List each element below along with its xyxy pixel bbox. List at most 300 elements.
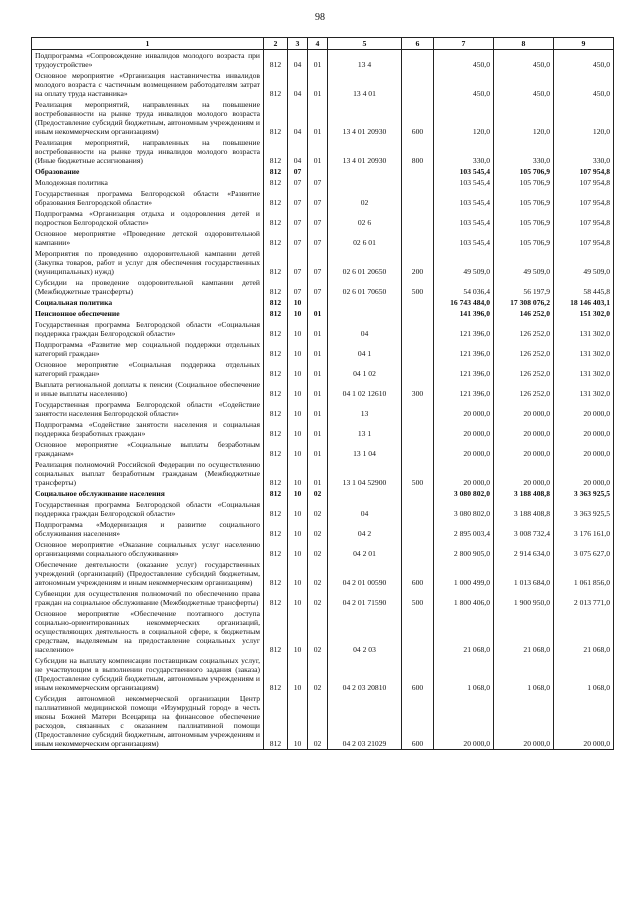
- row-section-cell: 10: [288, 439, 308, 459]
- row-expense-type-cell: [402, 399, 434, 419]
- row-name-cell: Основное мероприятие «Социальные выплаты безработным гражданам»: [32, 439, 264, 459]
- row-section-cell: 10: [288, 488, 308, 499]
- row-amount-year1-cell: 1 000 499,0: [434, 559, 494, 588]
- row-expense-type-cell: 500: [402, 459, 434, 488]
- row-name-cell: Социальное обслуживание населения: [32, 488, 264, 499]
- row-section-cell: 04: [288, 70, 308, 99]
- row-name-cell: Основное мероприятие «Социальная поддержка отдельных категорий граждан»: [32, 359, 264, 379]
- table-row: [32, 559, 614, 588]
- row-subsection-cell: 01: [308, 137, 328, 166]
- row-amount-year1-cell: 103 545,4: [434, 188, 494, 208]
- row-admin-code-cell: 812: [264, 99, 288, 137]
- row-subsection-cell: 01: [308, 319, 328, 339]
- row-amount-year1-cell: 3 080 802,0: [434, 499, 494, 519]
- row-subsection-cell: 01: [308, 99, 328, 137]
- row-amount-year1-cell: 2 800 905,0: [434, 539, 494, 559]
- row-amount-year3-cell: 330,0: [554, 137, 614, 166]
- row-admin-code-cell: 812: [264, 339, 288, 359]
- row-expense-type-cell: [402, 499, 434, 519]
- row-admin-code-cell: 812: [264, 499, 288, 519]
- table-row: [32, 308, 614, 319]
- row-name-cell: Подпрограмма «Организация отдыха и оздоровления детей и подростков Белгородской области»: [32, 208, 264, 228]
- table-row: [32, 319, 614, 339]
- row-amount-year3-cell: 2 013 771,0: [554, 588, 614, 608]
- row-amount-year1-cell: 21 068,0: [434, 608, 494, 655]
- row-section-cell: 10: [288, 297, 308, 308]
- row-amount-year1-cell: 330,0: [434, 137, 494, 166]
- row-section-cell: 10: [288, 308, 308, 319]
- row-amount-year2-cell: 20 000,0: [494, 439, 554, 459]
- column-header-4: 4: [308, 38, 328, 50]
- row-amount-year3-cell: 1 068,0: [554, 655, 614, 693]
- row-expense-type-cell: [402, 608, 434, 655]
- column-header-7: 7: [434, 38, 494, 50]
- row-target-article-cell: [328, 166, 402, 177]
- table-row: [32, 439, 614, 459]
- row-amount-year2-cell: 3 188 408,8: [494, 488, 554, 499]
- row-target-article-cell: 02 6 01 20650: [328, 248, 402, 277]
- row-name-cell: Государственная программа Белгородской области «Развитие образования Белгородской области»: [32, 188, 264, 208]
- row-admin-code-cell: 812: [264, 459, 288, 488]
- row-amount-year3-cell: 20 000,0: [554, 439, 614, 459]
- row-target-article-cell: 04 2 03: [328, 608, 402, 655]
- row-target-article-cell: [328, 177, 402, 188]
- row-amount-year2-cell: 56 197,9: [494, 277, 554, 297]
- row-target-article-cell: 13: [328, 399, 402, 419]
- row-expense-type-cell: [402, 339, 434, 359]
- row-amount-year2-cell: 126 252,0: [494, 359, 554, 379]
- page-number: 98: [315, 12, 325, 23]
- row-expense-type-cell: 600: [402, 559, 434, 588]
- row-amount-year1-cell: 20 000,0: [434, 419, 494, 439]
- row-subsection-cell: 02: [308, 539, 328, 559]
- row-amount-year3-cell: 151 302,0: [554, 308, 614, 319]
- row-amount-year1-cell: 103 545,4: [434, 166, 494, 177]
- row-target-article-cell: 02 6 01: [328, 228, 402, 248]
- row-amount-year2-cell: 330,0: [494, 137, 554, 166]
- row-admin-code-cell: 812: [264, 439, 288, 459]
- row-name-cell: Государственная программа Белгородской области «Содействие занятости населения Белгородской области»: [32, 399, 264, 419]
- row-amount-year2-cell: 49 509,0: [494, 248, 554, 277]
- row-amount-year1-cell: 20 000,0: [434, 439, 494, 459]
- row-target-article-cell: 02 6 01 70650: [328, 277, 402, 297]
- row-amount-year2-cell: 450,0: [494, 70, 554, 99]
- row-subsection-cell: 02: [308, 655, 328, 693]
- row-subsection-cell: 01: [308, 419, 328, 439]
- table-row: [32, 248, 614, 277]
- row-expense-type-cell: 500: [402, 588, 434, 608]
- row-name-cell: Субсидии на проведение оздоровительной кампании детей (Межбюджетные трансферты): [32, 277, 264, 297]
- row-admin-code-cell: 812: [264, 70, 288, 99]
- row-amount-year2-cell: 3 008 732,4: [494, 519, 554, 539]
- header-row: [32, 38, 614, 50]
- row-admin-code-cell: 812: [264, 655, 288, 693]
- row-target-article-cell: 02 6: [328, 208, 402, 228]
- row-admin-code-cell: 812: [264, 693, 288, 750]
- row-name-cell: Субвенции для осуществления полномочий по обеспечению права граждан на социальное обслуживание (Межбюджетные трансферты): [32, 588, 264, 608]
- row-name-cell: Субсидии на выплату компенсации поставщикам социальных услуг, не участвующим в выполнении государственного задания (заказа) (Предоставление субсидий бюджетным, автономным учреждениям и иным некоммерческим организациям): [32, 655, 264, 693]
- row-expense-type-cell: [402, 70, 434, 99]
- row-amount-year1-cell: 1 068,0: [434, 655, 494, 693]
- row-amount-year3-cell: 20 000,0: [554, 693, 614, 750]
- row-target-article-cell: 13 4 01 20930: [328, 99, 402, 137]
- row-target-article-cell: [328, 297, 402, 308]
- row-admin-code-cell: 812: [264, 208, 288, 228]
- row-amount-year3-cell: 120,0: [554, 99, 614, 137]
- row-amount-year1-cell: 103 545,4: [434, 228, 494, 248]
- row-amount-year2-cell: 1 068,0: [494, 655, 554, 693]
- row-subsection-cell: 01: [308, 459, 328, 488]
- row-section-cell: 07: [288, 248, 308, 277]
- row-name-cell: Пенсионное обеспечение: [32, 308, 264, 319]
- table-row: [32, 488, 614, 499]
- table-row: [32, 277, 614, 297]
- row-amount-year1-cell: 450,0: [434, 70, 494, 99]
- table-row: [32, 499, 614, 519]
- row-admin-code-cell: 812: [264, 228, 288, 248]
- row-target-article-cell: 13 4 01: [328, 70, 402, 99]
- row-amount-year2-cell: 20 000,0: [494, 419, 554, 439]
- row-admin-code-cell: 812: [264, 308, 288, 319]
- row-amount-year2-cell: 1 900 950,0: [494, 588, 554, 608]
- row-subsection-cell: 02: [308, 588, 328, 608]
- row-section-cell: 10: [288, 339, 308, 359]
- row-admin-code-cell: 812: [264, 188, 288, 208]
- row-section-cell: 10: [288, 519, 308, 539]
- row-amount-year3-cell: 18 146 403,1: [554, 297, 614, 308]
- column-header-8: 8: [494, 38, 554, 50]
- row-amount-year1-cell: 20 000,0: [434, 693, 494, 750]
- row-amount-year2-cell: 20 000,0: [494, 399, 554, 419]
- table-row: [32, 228, 614, 248]
- row-amount-year2-cell: 2 914 634,0: [494, 539, 554, 559]
- row-name-cell: Реализация мероприятий, направленных на повышение востребованности на рынке труда инвалидов молодого возраста (Предоставление субсидий бюджетным, автономным учреждениям и иным некоммерческим организациям): [32, 99, 264, 137]
- row-subsection-cell: [308, 166, 328, 177]
- row-name-cell: Образование: [32, 166, 264, 177]
- table-row: [32, 188, 614, 208]
- row-expense-type-cell: [402, 228, 434, 248]
- row-amount-year1-cell: 103 545,4: [434, 177, 494, 188]
- row-amount-year1-cell: 3 080 802,0: [434, 488, 494, 499]
- table-row: [32, 208, 614, 228]
- row-target-article-cell: 04 1 02 12610: [328, 379, 402, 399]
- row-amount-year3-cell: 3 363 925,5: [554, 499, 614, 519]
- row-amount-year3-cell: 131 302,0: [554, 359, 614, 379]
- row-expense-type-cell: [402, 208, 434, 228]
- row-subsection-cell: 02: [308, 693, 328, 750]
- row-target-article-cell: 04 1: [328, 339, 402, 359]
- table-row: [32, 177, 614, 188]
- table-row: [32, 588, 614, 608]
- row-amount-year3-cell: 20 000,0: [554, 459, 614, 488]
- row-expense-type-cell: [402, 439, 434, 459]
- table-row: [32, 459, 614, 488]
- row-section-cell: 10: [288, 693, 308, 750]
- row-amount-year2-cell: 146 252,0: [494, 308, 554, 319]
- row-amount-year1-cell: 54 036,4: [434, 277, 494, 297]
- row-section-cell: 10: [288, 588, 308, 608]
- row-expense-type-cell: 200: [402, 248, 434, 277]
- row-admin-code-cell: 812: [264, 177, 288, 188]
- row-section-cell: 07: [288, 208, 308, 228]
- row-amount-year3-cell: 20 000,0: [554, 399, 614, 419]
- row-expense-type-cell: [402, 297, 434, 308]
- row-amount-year3-cell: 3 176 161,0: [554, 519, 614, 539]
- table-row: [32, 70, 614, 99]
- row-amount-year3-cell: 3 075 627,0: [554, 539, 614, 559]
- column-header-1: 1: [32, 38, 264, 50]
- row-target-article-cell: 13 4 01 20930: [328, 137, 402, 166]
- row-amount-year3-cell: 107 954,8: [554, 228, 614, 248]
- row-amount-year1-cell: 121 396,0: [434, 339, 494, 359]
- row-expense-type-cell: 800: [402, 137, 434, 166]
- row-subsection-cell: 02: [308, 559, 328, 588]
- row-target-article-cell: 04 2 03 20810: [328, 655, 402, 693]
- row-target-article-cell: 04 1 02: [328, 359, 402, 379]
- row-target-article-cell: 04: [328, 499, 402, 519]
- row-section-cell: 07: [288, 277, 308, 297]
- row-name-cell: Обеспечение деятельности (оказание услуг) государственных учреждений (организаций) (Предоставление субсидий бюджетным, автономным учреждениям и иным некоммерческим организациям): [32, 559, 264, 588]
- row-admin-code-cell: 812: [264, 419, 288, 439]
- row-expense-type-cell: [402, 419, 434, 439]
- row-name-cell: Субсидия автономной некоммерческой организации Центр паллиативной медицинской помощи «Изумрудный город» в честь иконы Божией Матери Всецарица на финансовое обеспечение расходов, связанных с оказанием паллиативной помощи (Предоставление субсидий бюджетным, автономным учреждениям и иным некоммерческим организациям): [32, 693, 264, 750]
- row-target-article-cell: 04 2 03 21029: [328, 693, 402, 750]
- row-section-cell: 10: [288, 379, 308, 399]
- row-amount-year3-cell: 131 302,0: [554, 379, 614, 399]
- row-expense-type-cell: [402, 319, 434, 339]
- row-amount-year1-cell: 121 396,0: [434, 379, 494, 399]
- row-admin-code-cell: 812: [264, 539, 288, 559]
- row-amount-year3-cell: 49 509,0: [554, 248, 614, 277]
- row-section-cell: 07: [288, 228, 308, 248]
- table-body: [32, 50, 614, 750]
- row-amount-year2-cell: 450,0: [494, 50, 554, 71]
- row-expense-type-cell: [402, 166, 434, 177]
- row-target-article-cell: 13 1 04: [328, 439, 402, 459]
- column-header-5: 5: [328, 38, 402, 50]
- row-amount-year2-cell: 1 013 684,0: [494, 559, 554, 588]
- row-section-cell: 07: [288, 177, 308, 188]
- row-admin-code-cell: 812: [264, 137, 288, 166]
- row-admin-code-cell: 812: [264, 559, 288, 588]
- row-amount-year2-cell: 126 252,0: [494, 339, 554, 359]
- table-row: [32, 137, 614, 166]
- row-name-cell: Государственная программа Белгородской области «Социальная поддержка граждан Белгородской области»: [32, 319, 264, 339]
- row-section-cell: 04: [288, 137, 308, 166]
- row-amount-year3-cell: 107 954,8: [554, 208, 614, 228]
- row-expense-type-cell: 600: [402, 655, 434, 693]
- column-header-2: 2: [264, 38, 288, 50]
- row-subsection-cell: 01: [308, 399, 328, 419]
- row-target-article-cell: 04: [328, 319, 402, 339]
- row-section-cell: 10: [288, 655, 308, 693]
- row-amount-year1-cell: 20 000,0: [434, 459, 494, 488]
- row-section-cell: 10: [288, 419, 308, 439]
- row-admin-code-cell: 812: [264, 608, 288, 655]
- row-name-cell: Реализация мероприятий, направленных на повышение востребованности на рынке труда инвалидов молодого возраста (Иные бюджетные ассигнования): [32, 137, 264, 166]
- row-subsection-cell: 02: [308, 488, 328, 499]
- row-name-cell: Мероприятия по проведению оздоровительной кампании детей (Закупка товаров, работ и услуг для обеспечения государственных (муниципальных) нужд): [32, 248, 264, 277]
- row-section-cell: 10: [288, 608, 308, 655]
- row-subsection-cell: 01: [308, 339, 328, 359]
- row-expense-type-cell: [402, 308, 434, 319]
- row-amount-year2-cell: 105 706,9: [494, 166, 554, 177]
- row-amount-year1-cell: 49 509,0: [434, 248, 494, 277]
- row-target-article-cell: [328, 308, 402, 319]
- row-expense-type-cell: 500: [402, 277, 434, 297]
- row-expense-type-cell: 600: [402, 693, 434, 750]
- row-subsection-cell: 07: [308, 228, 328, 248]
- row-amount-year2-cell: 20 000,0: [494, 693, 554, 750]
- row-target-article-cell: 13 1: [328, 419, 402, 439]
- row-amount-year2-cell: 120,0: [494, 99, 554, 137]
- row-expense-type-cell: 600: [402, 99, 434, 137]
- row-amount-year3-cell: 450,0: [554, 50, 614, 71]
- row-target-article-cell: 13 1 04 52900: [328, 459, 402, 488]
- row-section-cell: 10: [288, 399, 308, 419]
- row-amount-year3-cell: 58 445,8: [554, 277, 614, 297]
- row-target-article-cell: 04 2: [328, 519, 402, 539]
- row-admin-code-cell: 812: [264, 359, 288, 379]
- row-subsection-cell: 01: [308, 379, 328, 399]
- row-admin-code-cell: 812: [264, 50, 288, 71]
- column-header-6: 6: [402, 38, 434, 50]
- row-name-cell: Выплата региональной доплаты к пенсии (Социальное обеспечение и иные выплаты населению): [32, 379, 264, 399]
- row-admin-code-cell: 812: [264, 519, 288, 539]
- row-amount-year3-cell: 21 068,0: [554, 608, 614, 655]
- table-row: [32, 539, 614, 559]
- row-subsection-cell: 07: [308, 208, 328, 228]
- row-amount-year1-cell: 121 396,0: [434, 319, 494, 339]
- row-amount-year3-cell: 131 302,0: [554, 319, 614, 339]
- row-amount-year1-cell: 20 000,0: [434, 399, 494, 419]
- row-name-cell: Государственная программа Белгородской области «Социальная поддержка граждан Белгородской области»: [32, 499, 264, 519]
- row-amount-year1-cell: 141 396,0: [434, 308, 494, 319]
- row-admin-code-cell: 812: [264, 399, 288, 419]
- row-name-cell: Подпрограмма «Модернизация и развитие социального обслуживания населения»: [32, 519, 264, 539]
- row-name-cell: Основное мероприятие «Организация наставничества инвалидов молодого возраста с частичным возмещением работодателям затрат на оплату труда наставника»: [32, 70, 264, 99]
- row-name-cell: Молодежная политика: [32, 177, 264, 188]
- table-row: [32, 419, 614, 439]
- row-amount-year2-cell: 126 252,0: [494, 379, 554, 399]
- table-header: [32, 38, 614, 50]
- row-subsection-cell: 01: [308, 70, 328, 99]
- row-amount-year1-cell: 121 396,0: [434, 359, 494, 379]
- row-admin-code-cell: 812: [264, 379, 288, 399]
- row-amount-year2-cell: 20 000,0: [494, 459, 554, 488]
- row-name-cell: Основное мероприятие «Оказание социальных услуг населению организациями социального обслуживания»: [32, 539, 264, 559]
- row-subsection-cell: 01: [308, 439, 328, 459]
- table-row: [32, 519, 614, 539]
- row-admin-code-cell: 812: [264, 248, 288, 277]
- column-header-9: 9: [554, 38, 614, 50]
- row-amount-year1-cell: 16 743 484,0: [434, 297, 494, 308]
- row-expense-type-cell: [402, 539, 434, 559]
- row-amount-year2-cell: 3 188 408,8: [494, 499, 554, 519]
- table-row: [32, 359, 614, 379]
- row-subsection-cell: 07: [308, 188, 328, 208]
- row-section-cell: 07: [288, 166, 308, 177]
- row-section-cell: 10: [288, 459, 308, 488]
- row-name-cell: Подпрограмма «Сопровождение инвалидов молодого возраста при трудоустройстве»: [32, 50, 264, 71]
- row-section-cell: 04: [288, 50, 308, 71]
- row-amount-year3-cell: 3 363 925,5: [554, 488, 614, 499]
- row-section-cell: 10: [288, 539, 308, 559]
- row-section-cell: 07: [288, 188, 308, 208]
- row-amount-year1-cell: 2 895 003,4: [434, 519, 494, 539]
- row-amount-year1-cell: 450,0: [434, 50, 494, 71]
- row-subsection-cell: 01: [308, 50, 328, 71]
- row-target-article-cell: 04 2 01 71590: [328, 588, 402, 608]
- row-subsection-cell: 07: [308, 177, 328, 188]
- row-subsection-cell: 02: [308, 519, 328, 539]
- row-amount-year2-cell: 17 308 076,2: [494, 297, 554, 308]
- row-section-cell: 10: [288, 559, 308, 588]
- row-amount-year2-cell: 105 706,9: [494, 177, 554, 188]
- row-section-cell: 10: [288, 499, 308, 519]
- row-name-cell: Социальная политика: [32, 297, 264, 308]
- row-expense-type-cell: [402, 177, 434, 188]
- row-amount-year3-cell: 107 954,8: [554, 188, 614, 208]
- row-amount-year2-cell: 105 706,9: [494, 228, 554, 248]
- row-amount-year1-cell: 120,0: [434, 99, 494, 137]
- row-section-cell: 10: [288, 359, 308, 379]
- row-admin-code-cell: 812: [264, 488, 288, 499]
- row-amount-year3-cell: 450,0: [554, 70, 614, 99]
- row-subsection-cell: 01: [308, 308, 328, 319]
- row-admin-code-cell: 812: [264, 277, 288, 297]
- column-header-3: 3: [288, 38, 308, 50]
- row-expense-type-cell: 300: [402, 379, 434, 399]
- row-expense-type-cell: [402, 50, 434, 71]
- row-target-article-cell: 04 2 01: [328, 539, 402, 559]
- row-amount-year1-cell: 1 800 406,0: [434, 588, 494, 608]
- table-row: [32, 99, 614, 137]
- row-section-cell: 10: [288, 319, 308, 339]
- row-subsection-cell: [308, 297, 328, 308]
- row-admin-code-cell: 812: [264, 166, 288, 177]
- row-name-cell: Подпрограмма «Развитие мер социальной поддержки отдельных категорий граждан»: [32, 339, 264, 359]
- row-subsection-cell: 02: [308, 499, 328, 519]
- row-amount-year2-cell: 105 706,9: [494, 208, 554, 228]
- row-amount-year3-cell: 131 302,0: [554, 339, 614, 359]
- row-amount-year2-cell: 105 706,9: [494, 188, 554, 208]
- row-amount-year3-cell: 107 954,8: [554, 166, 614, 177]
- row-subsection-cell: 07: [308, 248, 328, 277]
- row-expense-type-cell: [402, 188, 434, 208]
- row-expense-type-cell: [402, 519, 434, 539]
- row-subsection-cell: 02: [308, 608, 328, 655]
- row-name-cell: Основное мероприятие «Обеспечение поэтапного доступа социально-ориентированных некоммерческих организаций, осуществляющих деятельность в социальной сфере, к бюджетным средствам, выделяемым на предоставление социальных услуг населению»: [32, 608, 264, 655]
- table-row: [32, 339, 614, 359]
- table-row: [32, 693, 614, 750]
- row-target-article-cell: [328, 488, 402, 499]
- row-subsection-cell: 07: [308, 277, 328, 297]
- table-row: [32, 608, 614, 655]
- row-admin-code-cell: 812: [264, 588, 288, 608]
- table-row: [32, 379, 614, 399]
- row-section-cell: 04: [288, 99, 308, 137]
- table-row: [32, 166, 614, 177]
- row-amount-year3-cell: 20 000,0: [554, 419, 614, 439]
- row-admin-code-cell: 812: [264, 319, 288, 339]
- row-expense-type-cell: [402, 488, 434, 499]
- row-amount-year2-cell: 21 068,0: [494, 608, 554, 655]
- row-name-cell: Реализация полномочий Российской Федерации по осуществлению социальных выплат безработным гражданам (Межбюджетные трансферты): [32, 459, 264, 488]
- row-target-article-cell: 13 4: [328, 50, 402, 71]
- budget-table: [31, 37, 614, 750]
- table-row: [32, 50, 614, 71]
